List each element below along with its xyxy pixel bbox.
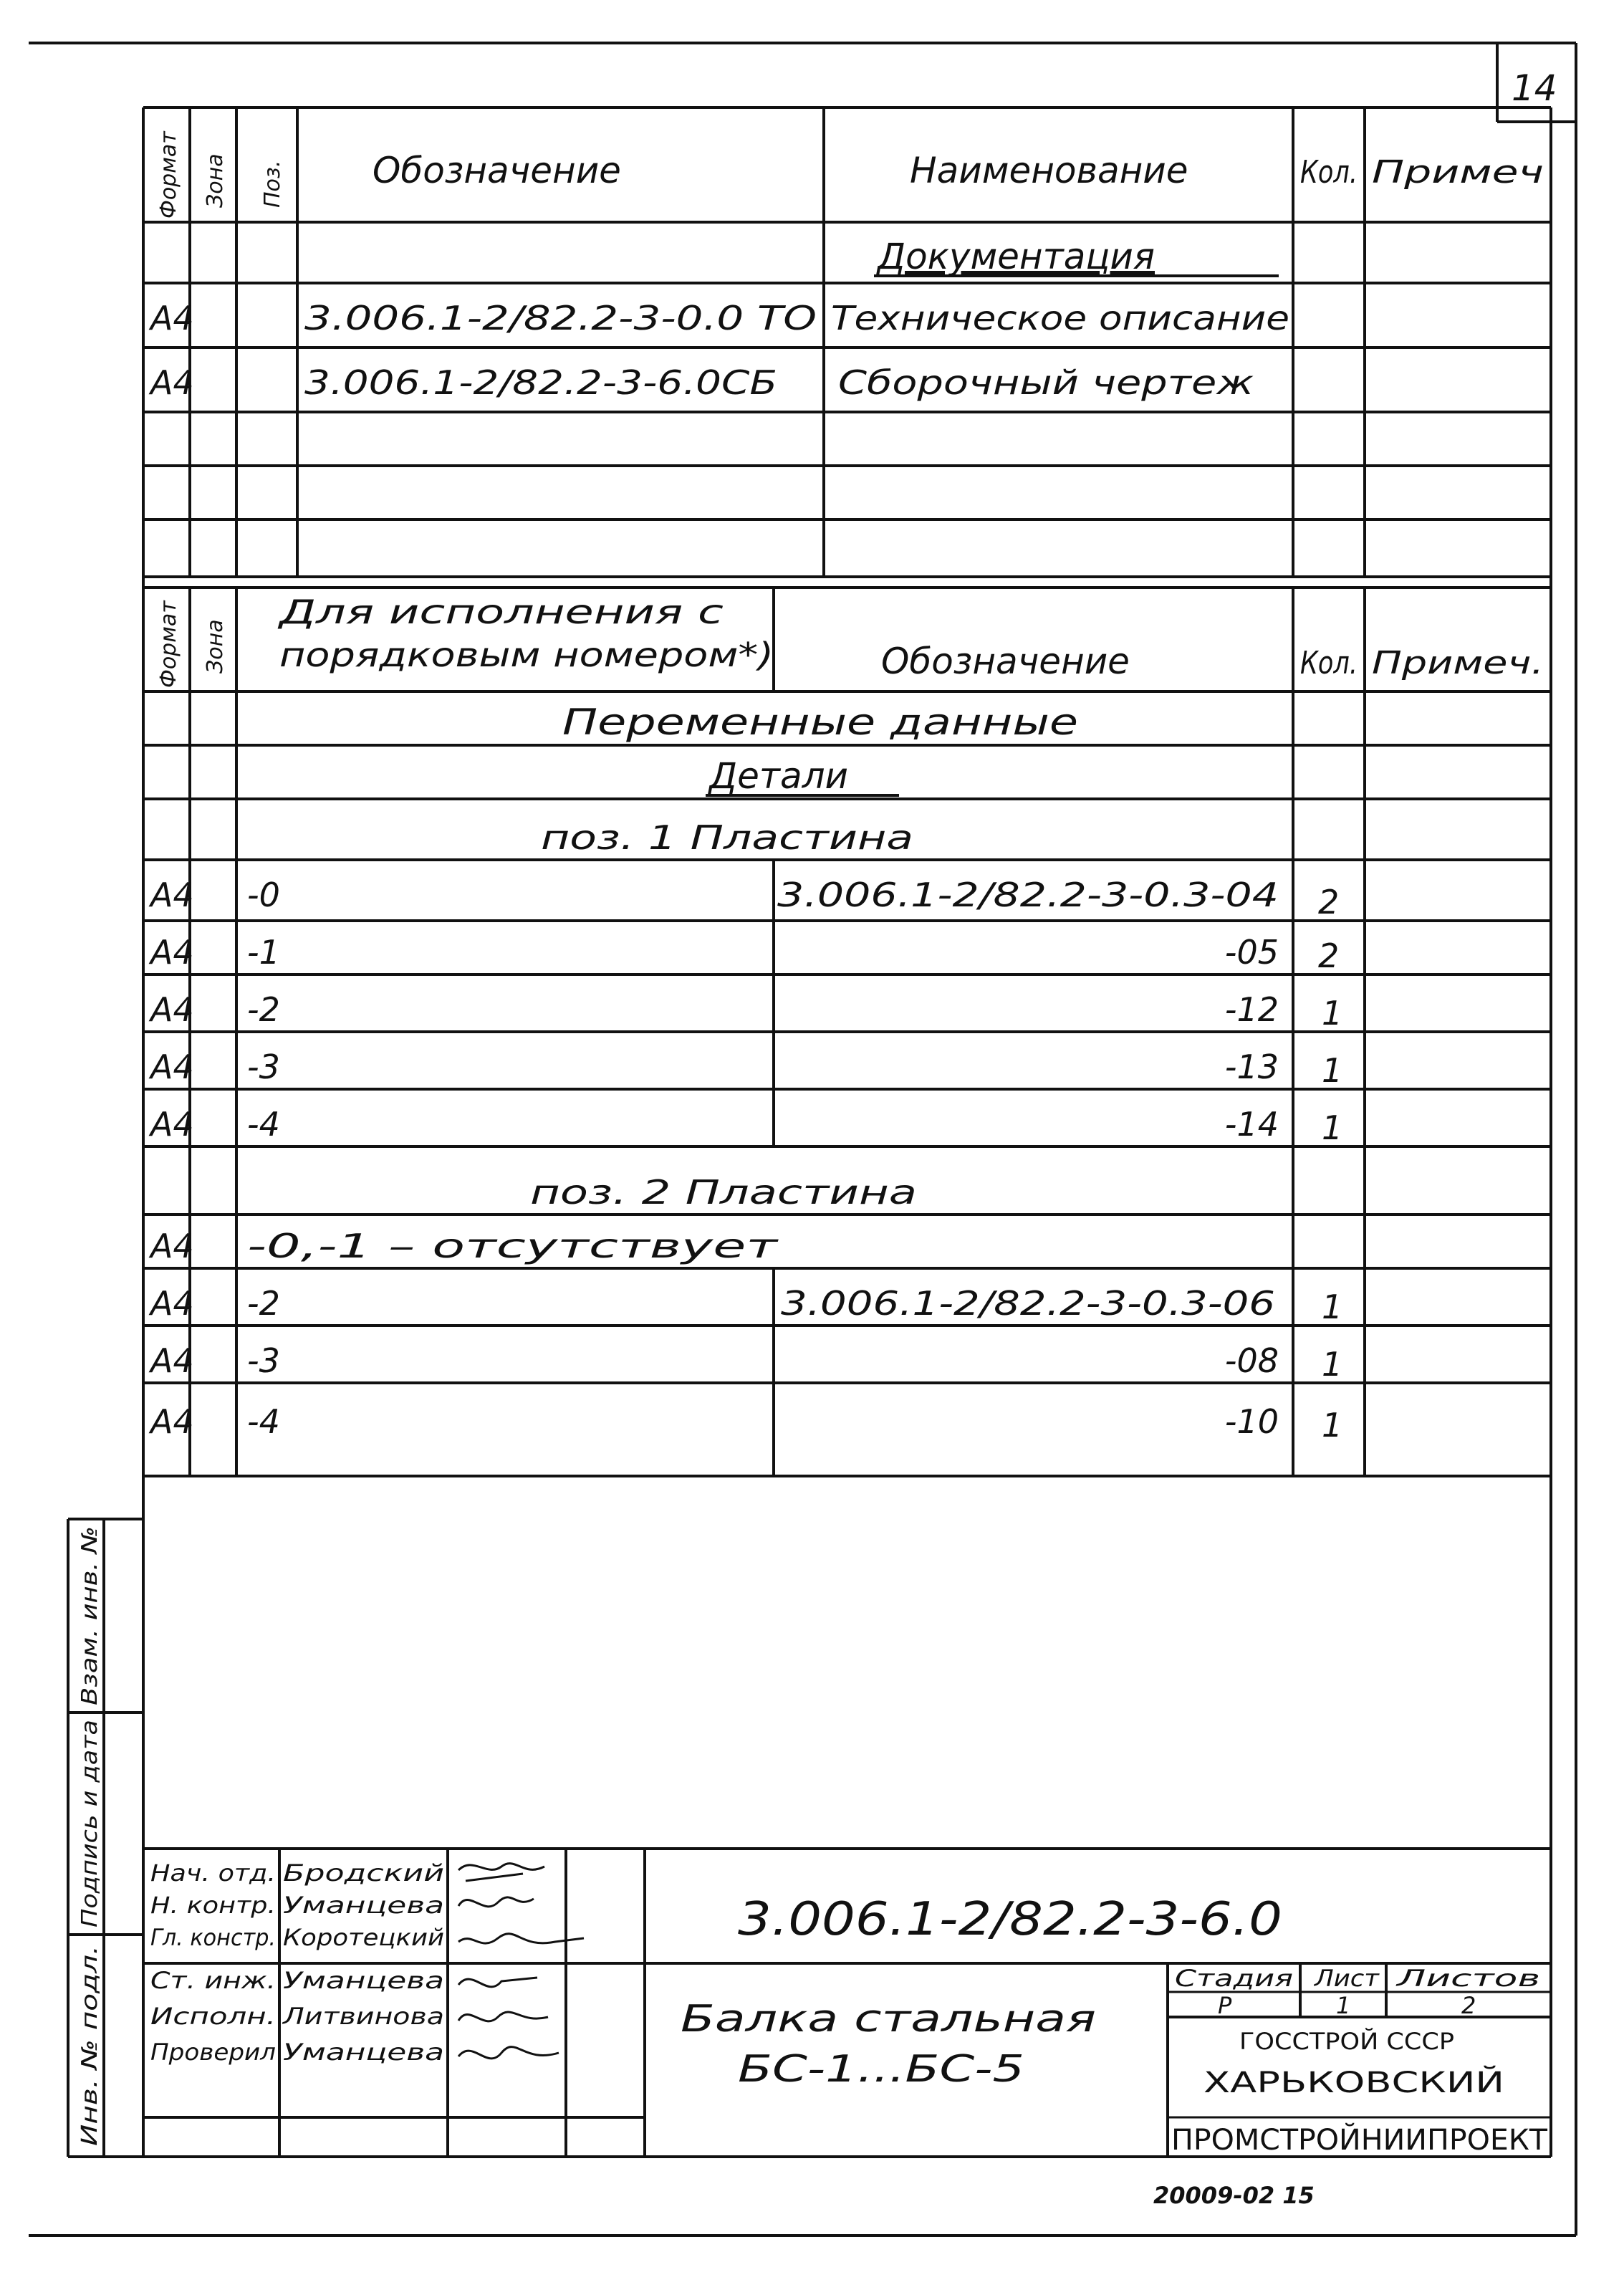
- g2-row-exec: -2: [247, 1284, 280, 1323]
- g2-row-qty: 1: [1322, 1288, 1343, 1326]
- g1-row-format: А4: [150, 876, 194, 914]
- g2-row-designation: -10: [1224, 1402, 1279, 1441]
- side-label-vzam-inv: Взам. инв. №: [77, 1559, 102, 1705]
- g2-row-exec: -0,-1 – отсутствует: [247, 1227, 779, 1265]
- doc-number: 3.006.1-2/82.2-3-6.0: [738, 1893, 1282, 1946]
- staff-role: Нач. отд.: [150, 1859, 276, 1887]
- title-variable-data: Переменные данные: [562, 701, 1078, 743]
- staff-role: Гл. констр.: [150, 1924, 276, 1951]
- g1-row-format: А4: [150, 1048, 194, 1086]
- footer-code: 20009-02 15: [1153, 2182, 1315, 2209]
- doc-row-designation: 3.006.1-2/82.2-3-0.0 ТО: [304, 299, 817, 337]
- side-label-inv-podl: Инв. № подл.: [77, 1998, 102, 2146]
- var-hdr-qty: Кол.: [1300, 645, 1358, 681]
- staff-role: Исполн.: [150, 2003, 276, 2030]
- g1-row-designation: -05: [1224, 933, 1279, 972]
- hdr-pos: Поз.: [260, 160, 285, 208]
- hdr-name: Наименование: [910, 150, 1188, 191]
- g2-row-qty: 1: [1322, 1406, 1343, 1445]
- group1-title: поз. 1 Пластина: [541, 818, 913, 857]
- sheet-label: Лист: [1313, 1965, 1380, 1992]
- staff-name: Коротецкий: [283, 1924, 444, 1951]
- staff-role: Проверил: [150, 2039, 276, 2066]
- g1-row-exec: -4: [247, 1105, 280, 1144]
- org-line-2: ХАРЬКОВСКИЙ: [1203, 2066, 1426, 2099]
- stage-value: Р: [1218, 1992, 1232, 2019]
- hdr-note: Примеч: [1372, 154, 1544, 191]
- title-parts: Детали: [709, 755, 849, 797]
- g2-row-format: А4: [150, 1402, 194, 1441]
- var-hdr-format: Формат: [156, 600, 181, 688]
- g2-row-qty: 1: [1322, 1345, 1343, 1384]
- g2-row-exec: -3: [247, 1341, 280, 1380]
- g1-row-exec: -1: [247, 933, 280, 972]
- section-documentation: Документация: [878, 236, 1155, 277]
- var-hdr-designation: Обозначение: [881, 641, 1130, 682]
- org-line-1: ГОССТРОЙ СССР: [1239, 2028, 1454, 2055]
- g1-row-qty: 1: [1322, 1051, 1343, 1090]
- g2-row-format: А4: [150, 1341, 194, 1380]
- g1-row-exec: -3: [247, 1048, 280, 1086]
- doc-row-name: Техническое описание: [831, 299, 1289, 337]
- page-number: 14: [1512, 67, 1557, 109]
- doc-row-name: Сборочный чертеж: [838, 363, 1254, 402]
- var-hdr-exec-2: порядковым номером*): [279, 636, 774, 674]
- g1-row-designation: -12: [1224, 990, 1279, 1029]
- product-name-2: БС-1...БС-5: [738, 2048, 1024, 2091]
- g1-row-designation: -14: [1224, 1105, 1279, 1144]
- var-hdr-note: Примеч.: [1372, 645, 1544, 681]
- doc-row-designation: 3.006.1-2/82.2-3-6.0СБ: [304, 363, 777, 402]
- group2-title: поз. 2 Пластина: [530, 1173, 917, 1212]
- sheet-value: 1: [1336, 1992, 1351, 2019]
- doc-row-format: А4: [150, 363, 194, 402]
- staff-role: Н. контр.: [150, 1892, 276, 1919]
- g1-row-designation: -13: [1224, 1048, 1279, 1086]
- g1-row-qty: 2: [1318, 936, 1340, 975]
- var-hdr-zone: Зона: [203, 619, 228, 674]
- g2-row-designation: -08: [1224, 1341, 1279, 1380]
- hdr-qty: Кол.: [1300, 154, 1358, 191]
- g2-row-exec: -4: [247, 1402, 280, 1441]
- g1-row-qty: 1: [1322, 1108, 1343, 1147]
- g2-row-designation: 3.006.1-2/82.2-3-0.3-06: [781, 1284, 1275, 1323]
- g1-row-format: А4: [150, 933, 194, 972]
- var-hdr-exec-1: Для исполнения с: [277, 593, 724, 631]
- g2-row-format: А4: [150, 1284, 194, 1323]
- g2-row-format: А4: [150, 1227, 194, 1265]
- hdr-zone: Зона: [203, 153, 228, 208]
- staff-role: Ст. инж.: [150, 1967, 276, 1994]
- hdr-format: Формат: [156, 131, 181, 219]
- sheets-value: 2: [1461, 1992, 1476, 2019]
- g1-row-qty: 1: [1322, 994, 1343, 1033]
- staff-name: Литвинова: [282, 2003, 444, 2030]
- staff-name: Уманцева: [283, 2039, 444, 2066]
- staff-name: Бродский: [283, 1859, 444, 1887]
- g1-row-format: А4: [150, 1105, 194, 1144]
- staff-name: Уманцева: [283, 1967, 444, 1994]
- stage-label: Стадия: [1175, 1965, 1293, 1992]
- side-label-podpis-data: Подпись и дата: [77, 1749, 102, 1927]
- doc-row-format: А4: [150, 299, 194, 337]
- g1-row-exec: -2: [247, 990, 280, 1029]
- g1-row-designation: 3.006.1-2/82.2-3-0.3-04: [777, 876, 1279, 914]
- g1-row-qty: 2: [1318, 883, 1340, 921]
- org-line-3: ПРОМСТРОЙНИИПРОЕКТ: [1171, 2124, 1538, 2157]
- hdr-designation: Обозначение: [373, 150, 621, 191]
- product-name-1: Балка стальная: [681, 1998, 1096, 2041]
- g1-row-exec: -0: [247, 876, 280, 914]
- g1-row-format: А4: [150, 990, 194, 1029]
- sheets-label: Листов: [1395, 1965, 1540, 1992]
- staff-name: Уманцева: [283, 1892, 444, 1919]
